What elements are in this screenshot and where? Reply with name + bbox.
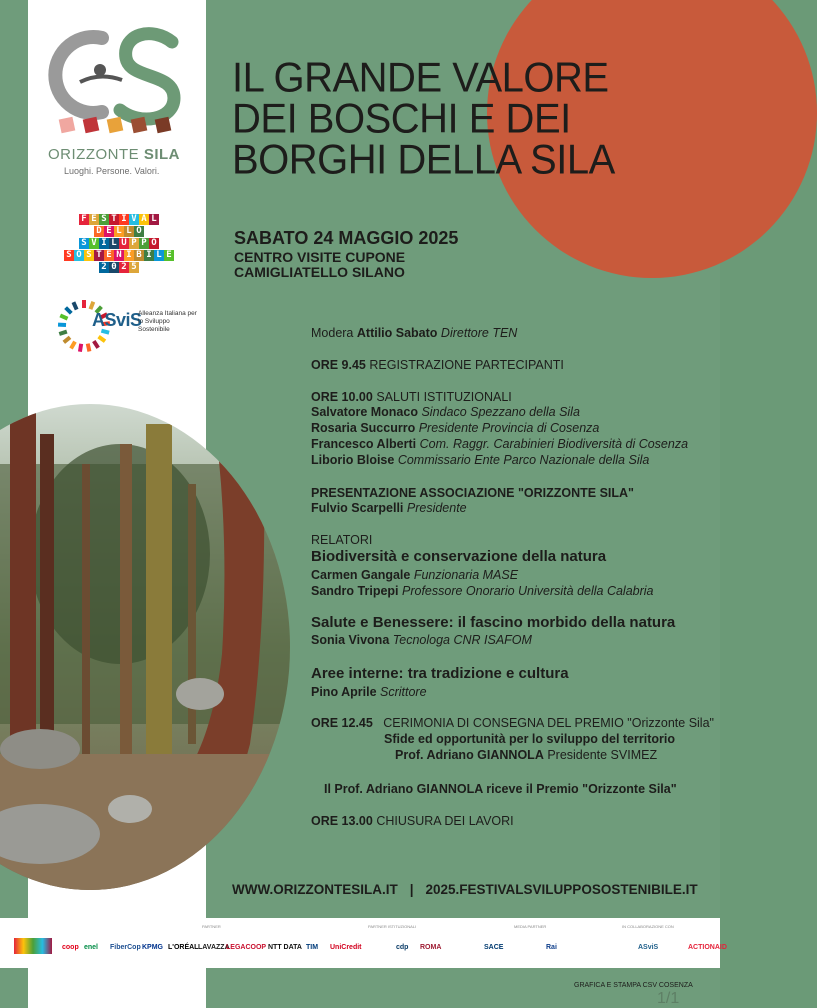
presenter-line: Fulvio Scarpelli Presidente xyxy=(311,501,467,515)
speaker-row: Carmen Gangale Funzionaria MASE xyxy=(311,568,519,582)
sponsor-logo: cdp xyxy=(396,944,409,951)
sponsor-section-label: MEDIA PARTNER xyxy=(514,924,547,929)
sponsor-logo: ASviS xyxy=(638,944,659,951)
festival-letter-tile: I xyxy=(119,214,129,225)
sponsor-logo: NTT DATA xyxy=(268,944,302,951)
sponsor-logo: LAVAZZA xyxy=(198,944,230,951)
asvis-subtitle: Alleanza Italiana per lo Sviluppo Sostenibile xyxy=(138,310,197,333)
speaker-row: Sonia Vivona Tecnologa CNR ISAFOM xyxy=(311,633,532,647)
topic-1: Biodiversità e conservazione della natura xyxy=(311,548,607,565)
sponsor-section-label: PARTNER ISTITUZIONALI xyxy=(368,924,417,929)
sponsor-logo: L'ORÉAL xyxy=(168,944,199,951)
sponsor-logo: KPMG xyxy=(142,944,163,951)
festival-row-3 xyxy=(58,238,180,249)
sponsor-logo: ROMA xyxy=(420,944,442,951)
title-line-2: DEI BOSCHI E DEI xyxy=(232,95,571,143)
festival-letter-tile: L xyxy=(154,250,164,261)
award-line: ORE 12.45 CERIMONIA DI CONSEGNA DEL PREMIO "Orizzonte Sila" xyxy=(311,716,714,730)
festival-letter-tile: E xyxy=(104,226,114,237)
website-link-2[interactable]: 2025.FESTIVALSVILUPPOSOSTENIBILE.IT xyxy=(425,882,698,897)
sponsor-section-label: IN COLLABORAZIONE CON xyxy=(622,924,674,929)
event-date: SABATO 24 MAGGIO 2025 xyxy=(234,228,459,248)
festival-letter-tile: P xyxy=(139,238,149,249)
presentation-line: PRESENTAZIONE ASSOCIAZIONE "ORIZZONTE SILA" xyxy=(311,486,634,500)
greeter-row: Liborio Bloise Commissario Ente Parco Nazionale della Sila xyxy=(311,453,650,467)
sponsor-logo: SACE xyxy=(484,944,504,951)
festival-letter-tile: E xyxy=(89,214,99,225)
link-separator: | xyxy=(409,882,414,897)
award-note: Il Prof. Adriano GIANNOLA riceve il Premio "Orizzonte Sila" xyxy=(324,782,677,796)
festival-letter-tile: N xyxy=(114,250,124,261)
festival-letter-tile: 2 xyxy=(119,262,129,273)
festival-row-5 xyxy=(58,262,180,273)
sponsor-logo: coop xyxy=(62,944,79,951)
topic-3: Aree interne: tra tradizione e cultura xyxy=(311,665,569,682)
festival-letter-tile: L xyxy=(149,214,159,225)
speakers-label: RELATORI xyxy=(311,533,373,547)
greeter-row: Rosaria Succurro Presidente Provincia di Cosenza xyxy=(311,421,600,435)
brand-name: ORIZZONTE SILA xyxy=(48,146,181,163)
festival-letter-tile: L xyxy=(124,226,134,237)
festival-letter-tile: S xyxy=(64,250,74,261)
print-credit: GRAFICA E STAMPA CSV COSENZA xyxy=(574,982,693,989)
greetings-line: ORE 10.00 SALUTI ISTITUZIONALI xyxy=(311,390,512,404)
festival-letter-tile: S xyxy=(99,214,109,225)
sponsor-logo: LEGACOOP xyxy=(226,944,267,951)
festival-sviluppo-sostenibile-logo xyxy=(58,214,180,274)
sponsor-logo: FiberCop xyxy=(110,944,141,951)
title-line-1: IL GRANDE VALORE xyxy=(232,54,609,102)
sponsor-strip xyxy=(0,918,727,968)
greeter-row: Salvatore Monaco Sindaco Spezzano della Sila xyxy=(311,405,580,419)
topic-2: Salute e Benessere: il fascino morbido della natura xyxy=(311,614,676,631)
page-number: 1/1 xyxy=(657,990,680,1007)
speaker-row: Sandro Tripepi Professore Onorario Università della Calabria xyxy=(311,584,654,598)
greeter-row: Francesco Alberti Com. Raggr. Carabinieri Biodiversità di Cosenza xyxy=(311,437,689,451)
asvis-logo xyxy=(54,296,197,356)
sponsor-logo: UniCredit xyxy=(330,944,362,951)
festival-letter-tile: S xyxy=(79,238,89,249)
website-links xyxy=(232,882,698,897)
festival-row-4 xyxy=(58,250,180,261)
festival-letter-tile: L xyxy=(114,226,124,237)
brand-tagline: Luoghi. Persone. Valori. xyxy=(64,166,160,176)
festival-letter-tile: V xyxy=(89,238,99,249)
closing-line: ORE 13.00 CHIUSURA DEI LAVORI xyxy=(311,814,514,828)
festival-letter-tile: O xyxy=(74,250,84,261)
festival-letter-tile: E xyxy=(104,250,114,261)
festival-letter-tile: F xyxy=(79,214,89,225)
event-city: CAMIGLIATELLO SILANO xyxy=(234,264,405,280)
sponsor-logo: Rai xyxy=(546,944,557,951)
festival-letter-tile: I xyxy=(99,238,109,249)
award-subtitle: Sfide ed opportunità per lo sviluppo del territorio xyxy=(384,732,675,746)
festival-letter-tile: I xyxy=(124,250,134,261)
festival-letter-tile: O xyxy=(149,238,159,249)
festival-letter-tile: E xyxy=(164,250,174,261)
festival-letter-tile: 0 xyxy=(109,262,119,273)
festival-letter-tile: T xyxy=(109,214,119,225)
sponsor-section-label: PARTNER xyxy=(202,924,221,929)
speaker-row: Pino Aprile Scrittore xyxy=(311,685,427,699)
festival-letter-tile: I xyxy=(144,250,154,261)
festival-letter-tile: O xyxy=(134,226,144,237)
festival-row-2 xyxy=(58,226,180,237)
festival-letter-tile: P xyxy=(129,238,139,249)
registration-line: ORE 9.45 REGISTRAZIONE PARTECIPANTI xyxy=(311,358,564,372)
festival-letter-tile: T xyxy=(94,250,104,261)
festival-letter-tile: U xyxy=(119,238,129,249)
sponsor-logo: ACTIONAID xyxy=(688,944,727,951)
sponsor-logo: TIM xyxy=(306,944,319,951)
festival-letter-tile: V xyxy=(129,214,139,225)
event-venue: CENTRO VISITE CUPONE xyxy=(234,249,406,265)
forest-photo xyxy=(0,404,292,890)
asvis-name: ASviS xyxy=(92,310,142,330)
festival-letter-tile: B xyxy=(134,250,144,261)
festival-letter-tile: S xyxy=(84,250,94,261)
award-recipient: Prof. Adriano GIANNOLA Presidente SVIMEZ xyxy=(395,748,658,762)
festival-letter-tile: 5 xyxy=(129,262,139,273)
festival-letter-tile: 2 xyxy=(99,262,109,273)
festival-row-1 xyxy=(58,214,180,225)
sponsor-logo: enel xyxy=(84,944,99,951)
event-title xyxy=(232,54,615,184)
moderator-line: Modera Attilio Sabato Direttore TEN xyxy=(311,326,518,340)
festival-letter-tile: L xyxy=(109,238,119,249)
festival-letter-tile: D xyxy=(94,226,104,237)
title-line-3: BORGHI DELLA SILA xyxy=(232,136,615,184)
festival-letter-tile: A xyxy=(139,214,149,225)
website-link-1[interactable]: WWW.ORIZZONTESILA.IT xyxy=(232,882,398,897)
festival-mini-logo xyxy=(14,938,52,954)
